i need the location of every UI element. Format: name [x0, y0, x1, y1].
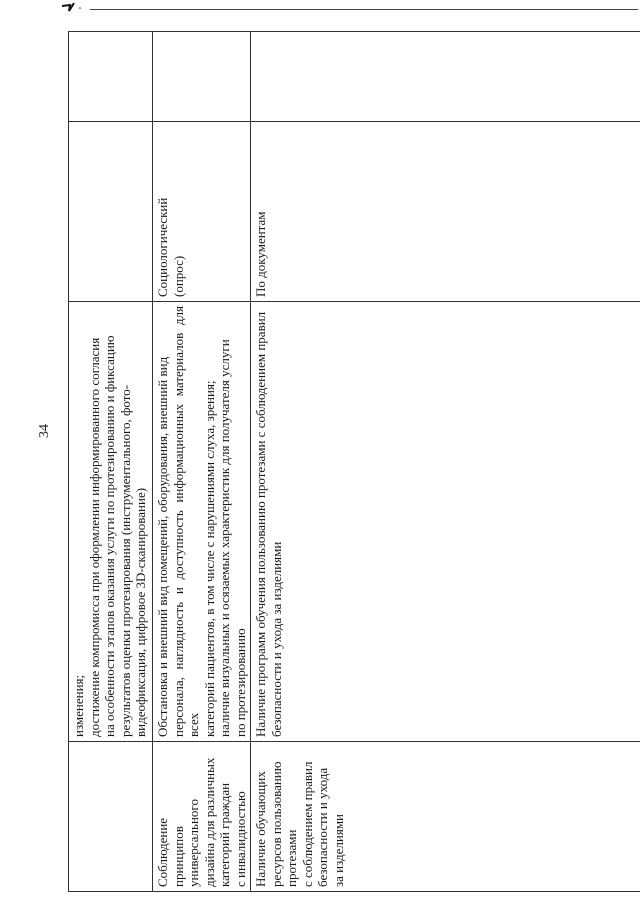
extra-cell [69, 32, 153, 122]
extra-cell [153, 32, 251, 122]
document-page [68, 32, 640, 892]
criterion-cell [69, 742, 153, 892]
criteria-table [68, 31, 640, 892]
extra-cell [251, 32, 640, 122]
criterion-line: за изделиями [330, 813, 346, 887]
description-line: Наличие программ обучения пользованию протезами с соблюдением правил [253, 311, 268, 737]
table-row [251, 32, 640, 892]
method-line: По документам [253, 211, 268, 297]
criterion-cell [251, 742, 640, 892]
criterion-line: Наличие обучающих [253, 771, 268, 887]
description-line: безопасности и ухода за изделиями [268, 541, 284, 737]
page-number: 34 [37, 424, 52, 438]
criterion-line: с инвалидностью [232, 791, 248, 887]
method-cell [251, 122, 640, 302]
description-line: по протезированию [232, 628, 248, 737]
criterion-line: универсального [186, 799, 201, 887]
top-rule [90, 9, 638, 10]
method-cell [69, 122, 153, 302]
table-row [153, 32, 251, 892]
criterion-line: дизайна для различных [201, 757, 217, 887]
description-line: категорий пациентов, в том числе с нарушениями слуха, зрения; [201, 380, 217, 737]
criterion-line: принципов [170, 826, 186, 887]
description-line: наличие визуальных и осязаемых характеристик для получателя услуги [217, 339, 232, 737]
table-row [69, 32, 153, 892]
description-cell [69, 302, 153, 742]
description-line: на особенности этапов оказания услуги по протезированию и фиксацию [102, 335, 117, 737]
criterion-line: категорий граждан [217, 782, 232, 887]
method-cell [153, 122, 251, 302]
description-line: персонала, наглядность и доступность информационных материалов для всех [170, 306, 201, 737]
criterion-cell [153, 742, 251, 892]
scan-artifact-mark [60, 0, 82, 12]
description-line: Обстановка и внешний вид помещений, оборудования, внешний вид [155, 356, 170, 737]
description-line: достижение компромисса при оформлении информированного согласия [86, 337, 102, 737]
description-cell [153, 302, 251, 742]
criterion-line: ресурсов пользованию [268, 761, 284, 887]
description-cell [251, 302, 640, 742]
criterion-line: Соблюдение [155, 817, 170, 887]
criterion-line: безопасности и ухода [315, 767, 330, 887]
method-line: Социологический [155, 197, 170, 297]
description-line: результатов оценки протезирования (инструментального, фото- [117, 384, 133, 737]
method-line: (опрос) [170, 255, 186, 297]
description-line: видеофиксация, цифровое 3D-сканирование) [133, 487, 148, 737]
description-line: изменения; [71, 674, 86, 737]
criterion-line: протезами [284, 829, 299, 887]
criterion-line: с соблюдением правил [299, 761, 315, 887]
